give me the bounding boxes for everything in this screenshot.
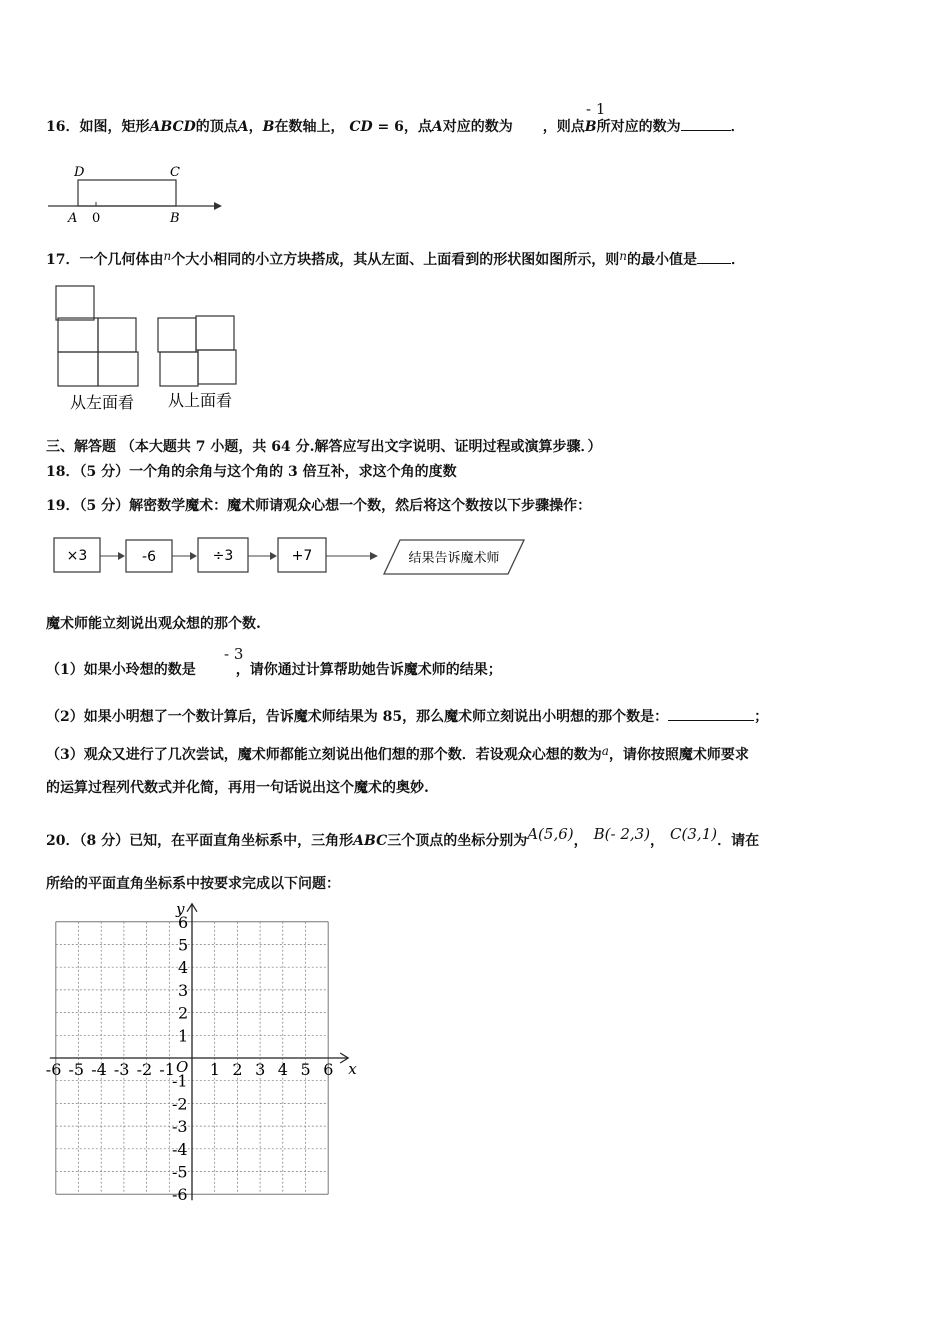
x-tick-label: -2	[136, 1060, 153, 1079]
q20-coord-c: C(3,1)	[670, 825, 718, 843]
result-label: 结果告诉魔术师	[408, 551, 500, 566]
section-3-heading: 三、解答题 （本大题共 7 小题，共 64 分.解答应写出文字说明、证明过程或演算步骤．）	[46, 439, 602, 455]
left-view-cell	[58, 352, 98, 386]
tick-labels	[46, 900, 357, 1204]
q20-text: 三个顶点的坐标分别为	[387, 833, 528, 849]
coordinate-grid	[40, 900, 360, 1210]
rectangle-abcd	[78, 180, 176, 206]
left-view-cell	[98, 352, 138, 386]
arrow-icon	[270, 552, 277, 560]
y-tick-label: 4	[178, 958, 189, 978]
q20-coord-b: B(- 2,3)	[593, 825, 651, 843]
q16-point-a: A	[431, 119, 443, 135]
x-tick-label: -5	[68, 1060, 85, 1079]
axes	[50, 904, 348, 1200]
x-tick-label: -3	[113, 1060, 130, 1079]
q17-line	[46, 246, 745, 270]
q16-text: 16．如图，矩形	[46, 119, 150, 135]
x-tick-label: 1	[209, 1060, 220, 1079]
y-axis-label: y	[176, 900, 185, 918]
label-zero: 0	[92, 211, 101, 226]
x-axis-label: x	[348, 1060, 357, 1078]
left-view-cell	[98, 318, 136, 352]
q17-var: n	[619, 249, 627, 263]
q19-flowchart	[50, 532, 530, 580]
q19-part1-text: （1）如果小玲想的数是	[46, 662, 196, 678]
q19-part3	[46, 741, 749, 765]
x-tick-label: 6	[323, 1060, 334, 1079]
y-tick-label: 1	[178, 1026, 189, 1046]
x-tick-label: -4	[91, 1060, 107, 1079]
q20-coord-a: A(5,6)	[527, 825, 574, 843]
q19-part2	[46, 706, 768, 727]
q19-part1-text: ，请你通过计算帮助她告诉魔术师的结果；	[235, 662, 502, 678]
label-top-view: 从上面看	[168, 391, 233, 410]
q19-part2-text: （2）如果小明想了一个数计算后，告诉魔术师结果为 85，那么魔术师立刻说出小明想的那个数是：	[46, 709, 669, 725]
step-label: ÷3	[212, 548, 234, 564]
q17-text: 的最小值是	[626, 252, 697, 268]
q17-text: 17．一个几何体由	[46, 252, 164, 268]
q16-text: 的顶点	[195, 119, 238, 135]
arrow-icon	[214, 202, 222, 210]
q19-part3-cont: 的运算过程列代数式并化简，再用一句话说出这个魔术的奥妙.	[46, 780, 429, 796]
y-tick-label: 3	[178, 980, 189, 1000]
flow-step	[278, 538, 326, 572]
x-tick-label: 3	[255, 1060, 266, 1079]
y-tick-label: -4	[172, 1139, 188, 1159]
arrow-icon	[190, 552, 197, 560]
left-view-cell	[58, 318, 98, 352]
q19-part1-value: - 3	[224, 645, 244, 663]
q16-answer-blank[interactable]	[681, 116, 731, 131]
top-view	[158, 316, 236, 386]
x-tick-label: -1	[159, 1060, 175, 1079]
top-view-cell	[196, 316, 234, 350]
q16-point-b: B	[262, 119, 275, 135]
q17-figure	[50, 282, 250, 416]
step-label: -6	[142, 549, 156, 565]
y-tick-label: -6	[172, 1185, 188, 1205]
q19-intro: 魔术师能立刻说出观众想的那个数.	[46, 616, 261, 632]
y-tick-label: 5	[178, 935, 189, 955]
q17-answer-blank[interactable]	[697, 249, 731, 264]
y-tick-label: 6	[178, 912, 189, 932]
label-c: C	[170, 165, 180, 180]
q17-text: 个大小相同的小立方块搭成，其从左面、上面看到的形状图如图所示，则	[171, 252, 620, 268]
arrow-icon	[370, 552, 378, 560]
flow-step	[198, 538, 248, 572]
q16-text: 在数轴上，	[274, 119, 345, 135]
q20-sep: ，	[650, 833, 665, 849]
y-tick-label: 2	[178, 1003, 189, 1023]
q16-text: 对应的数为	[442, 119, 513, 135]
q19-title: 19．（5 分）解密数学魔术：魔术师请观众心想一个数，然后将这个数按以下步骤操作：	[46, 498, 592, 514]
top-view-cell	[158, 318, 196, 352]
y-tick-label: -2	[172, 1094, 188, 1114]
q16-value: - 1	[586, 100, 606, 118]
y-tick-label: -3	[172, 1117, 188, 1137]
q16-point-b: B	[584, 119, 597, 135]
q20-sep: ，	[573, 833, 588, 849]
x-tick-label: 4	[277, 1060, 288, 1079]
q19-part3-var: a	[601, 744, 609, 758]
q16-point-a: A	[237, 119, 249, 135]
q16-text: = 6，点	[372, 119, 432, 135]
y-tick-label: -5	[172, 1162, 188, 1182]
x-tick-label: 2	[232, 1060, 243, 1079]
q16-text: 所对应的数为	[596, 119, 681, 135]
label-b: B	[170, 211, 180, 226]
flow-step	[126, 540, 172, 572]
label-left-view: 从左面看	[70, 393, 135, 412]
flow-result	[384, 540, 524, 574]
q16-text: ，则点	[542, 119, 585, 135]
left-view-cell	[56, 286, 94, 320]
origin-label: O	[176, 1058, 189, 1076]
q19-part2-end: ；	[754, 709, 769, 725]
q17-end: ．	[730, 252, 745, 268]
q18-line: 18．（5 分）一个角的余角与这个角的 3 倍互补，求这个角的度数	[46, 464, 457, 480]
y-tick-label: -1	[172, 1071, 188, 1091]
x-tick-label: 5	[300, 1060, 311, 1079]
flow-step	[54, 538, 100, 572]
q20-text: 20．（8 分）已知，在平面直角坐标系中，三角形	[46, 833, 354, 849]
left-view	[56, 286, 138, 386]
step-label: ×3	[66, 548, 88, 564]
q16-end: ．	[730, 119, 745, 135]
x-tick-label: -6	[45, 1060, 62, 1079]
label-a: A	[68, 211, 78, 226]
q16-figure	[44, 158, 224, 228]
top-view-cell	[198, 350, 236, 384]
q20-line	[46, 824, 759, 851]
step-label: +7	[291, 548, 313, 564]
arrow-icon	[118, 552, 125, 560]
q20-text: ．请在	[717, 833, 760, 849]
q16-sep: ，	[248, 119, 263, 135]
q20-line-b: 所给的平面直角坐标系中按要求完成以下问题：	[46, 876, 340, 892]
q20-triangle: ABC	[353, 833, 388, 849]
q16-cd: CD	[349, 119, 373, 135]
q19-part1	[46, 660, 502, 680]
label-d: D	[74, 165, 85, 180]
q16-rect-name: ABCD	[149, 119, 196, 135]
q17-var: n	[163, 249, 172, 263]
q16-line	[46, 116, 745, 137]
q19-part2-blank[interactable]	[668, 706, 754, 721]
top-view-cell	[160, 352, 198, 386]
q19-part3-text: ，请你按照魔术师要求	[608, 747, 749, 763]
q19-part3-text: （3）观众又进行了几次尝试，魔术师都能立刻说出他们想的那个数．若设观众心想的数为	[46, 747, 602, 763]
